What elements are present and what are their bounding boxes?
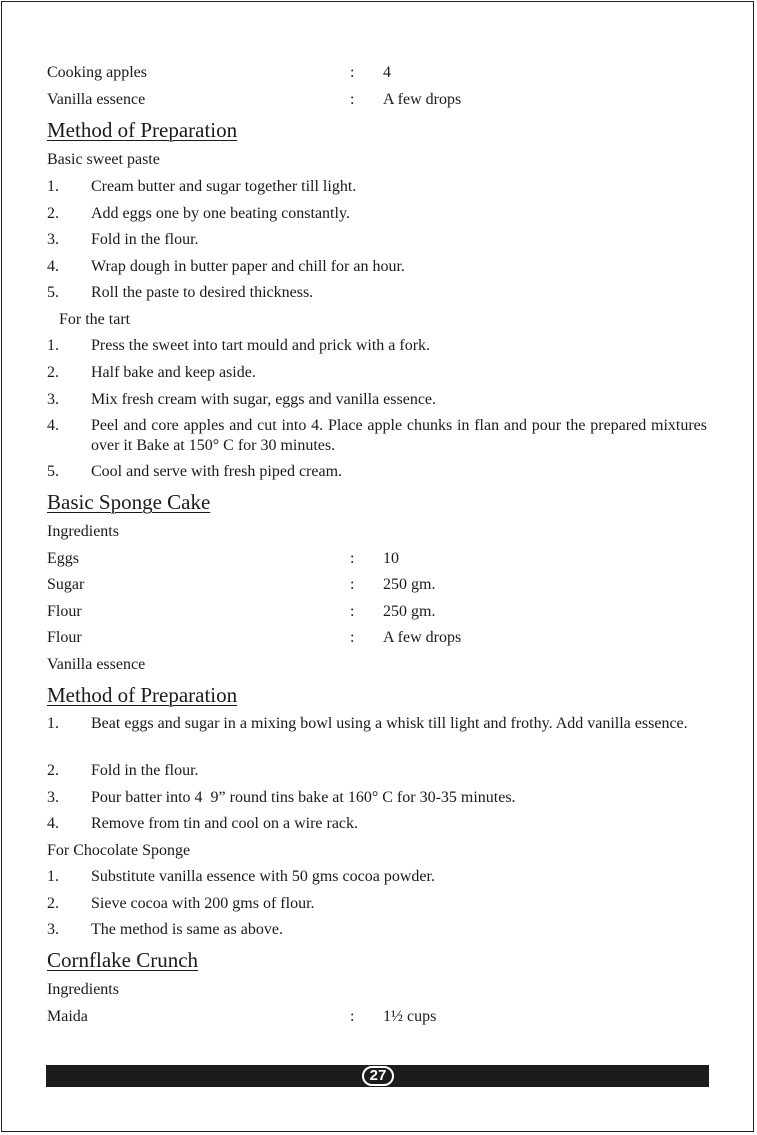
ingredient-value: 1½ cups bbox=[383, 1008, 437, 1025]
ingredients-label: Ingredients bbox=[47, 523, 119, 540]
ingredient-value: 10 bbox=[383, 550, 399, 567]
step-text: The method is same as above. bbox=[91, 921, 283, 938]
step-text: Fold in the flour. bbox=[91, 231, 199, 248]
step-text: Press the sweet into tart mould and prick with a fork. bbox=[91, 337, 431, 354]
step-number: 1. bbox=[47, 868, 59, 885]
ingredient-label: Cooking apples bbox=[47, 64, 147, 81]
ingredient-label: Maida bbox=[47, 1008, 88, 1025]
step-number: 5. bbox=[47, 284, 59, 301]
ingredient-colon: : bbox=[350, 1008, 355, 1025]
step-number: 2. bbox=[47, 205, 59, 222]
ingredient-colon: : bbox=[350, 91, 355, 108]
step-number: 1. bbox=[47, 337, 59, 354]
ingredient-value: 250 gm. bbox=[383, 603, 436, 620]
subheading: Basic sweet paste bbox=[47, 151, 160, 168]
ingredient-label: Eggs bbox=[47, 550, 79, 567]
section-heading: Method of Preparation bbox=[47, 118, 238, 142]
step-number: 3. bbox=[47, 921, 59, 938]
step-number: 3. bbox=[47, 231, 59, 248]
step-text: Fold in the flour. bbox=[91, 762, 199, 779]
ingredient-value: A few drops bbox=[383, 629, 462, 646]
ingredient-row bbox=[0, 90, 757, 110]
ingredient-label: Vanilla essence bbox=[47, 91, 146, 108]
step-text: Peel and core apples and cut into 4. Place apple chunks in flan and pour the prepared mixtures over it Bake at 150° C for 30 minutes. bbox=[91, 417, 707, 454]
ingredient-row bbox=[0, 628, 757, 648]
ingredient-value: 4 bbox=[383, 64, 391, 81]
ingredient-label: Vanilla essence bbox=[47, 656, 146, 673]
ingredient-label: Flour bbox=[47, 603, 82, 620]
ingredient-row bbox=[0, 1007, 757, 1027]
step-text: Half bake and keep aside. bbox=[91, 364, 256, 381]
ingredient-colon: : bbox=[350, 629, 355, 646]
step-text: Wrap dough in butter paper and chill for an hour. bbox=[91, 258, 405, 275]
subheading: For the tart bbox=[59, 311, 131, 328]
step-number: 2. bbox=[47, 364, 59, 381]
section-heading: Cornflake Crunch bbox=[47, 948, 199, 972]
step-number: 3. bbox=[47, 789, 59, 806]
step-text: Sieve cocoa with 200 gms of flour. bbox=[91, 895, 315, 912]
ingredient-colon: : bbox=[350, 550, 355, 567]
step-number: 1. bbox=[47, 715, 59, 732]
ingredient-label: Sugar bbox=[47, 576, 85, 593]
step-text: Remove from tin and cool on a wire rack. bbox=[91, 815, 359, 832]
step-number: 5. bbox=[47, 463, 59, 480]
step-text: Beat eggs and sugar in a mixing bowl using a whisk till light and frothy. Add vanilla essence. bbox=[91, 715, 688, 732]
ingredient-value: 250 gm. bbox=[383, 576, 436, 593]
step-text: Substitute vanilla essence with 50 gms cocoa powder. bbox=[91, 868, 435, 885]
step-text: Cream butter and sugar together till light. bbox=[91, 178, 357, 195]
step-number: 2. bbox=[47, 762, 59, 779]
section-heading: Method of Preparation bbox=[47, 683, 238, 707]
step-text: Mix fresh cream with sugar, eggs and vanilla essence. bbox=[91, 391, 437, 408]
step-number: 4. bbox=[47, 417, 59, 434]
step-number: 2. bbox=[47, 895, 59, 912]
ingredient-colon: : bbox=[350, 576, 355, 593]
ingredient-label: Flour bbox=[47, 629, 82, 646]
ingredient-colon: : bbox=[350, 64, 355, 81]
ingredients-label: Ingredients bbox=[47, 981, 119, 998]
ingredient-value: A few drops bbox=[383, 91, 462, 108]
ingredient-colon: : bbox=[350, 603, 355, 620]
subheading: For Chocolate Sponge bbox=[47, 842, 191, 859]
step-number: 4. bbox=[47, 815, 59, 832]
ingredient-row bbox=[0, 63, 757, 83]
step-number: 3. bbox=[47, 391, 59, 408]
step-text: Roll the paste to desired thickness. bbox=[91, 284, 314, 301]
ingredient-row bbox=[0, 549, 757, 569]
step-number: 4. bbox=[47, 258, 59, 275]
step-text: Cool and serve with fresh piped cream. bbox=[91, 463, 343, 480]
ingredient-row bbox=[0, 602, 757, 622]
step-number: 1. bbox=[47, 178, 59, 195]
step-text: Pour batter into 4 9” round tins bake at 160° C for 30-35 minutes. bbox=[91, 789, 516, 806]
section-heading: Basic Sponge Cake bbox=[47, 490, 211, 514]
page-number: 27 bbox=[362, 1066, 394, 1086]
step-text: Add eggs one by one beating constantly. bbox=[91, 205, 350, 222]
ingredient-row bbox=[0, 575, 757, 595]
